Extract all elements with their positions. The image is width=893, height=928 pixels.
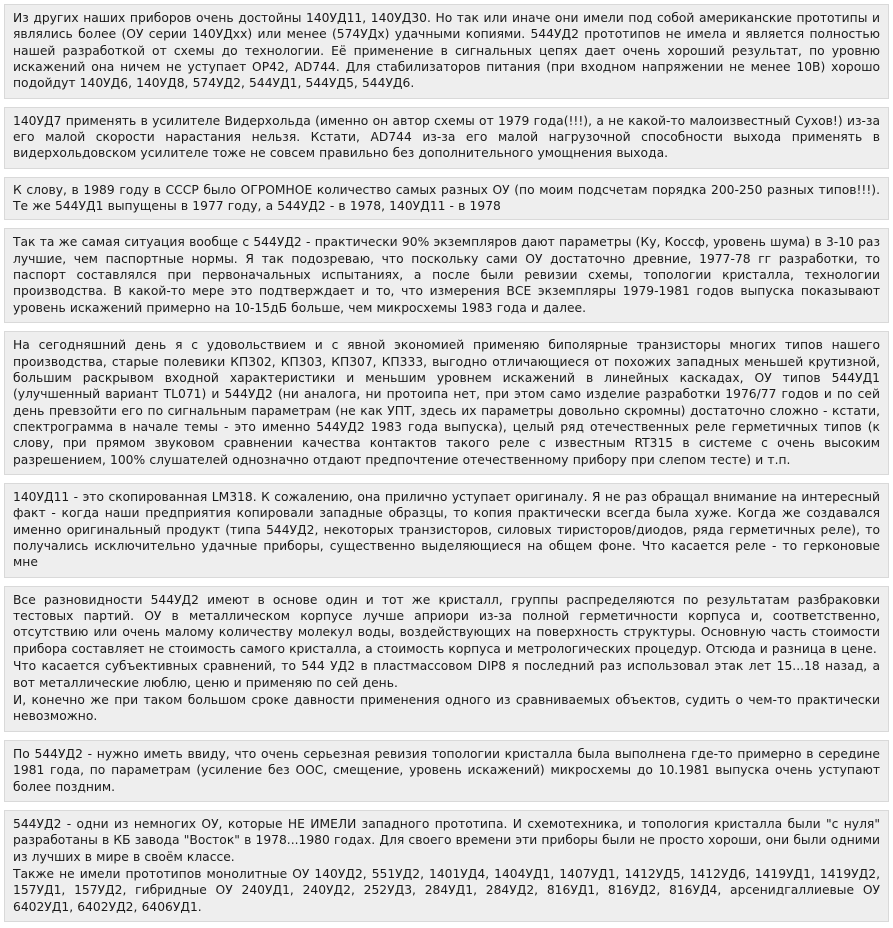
paragraph: По 544УД2 - нужно иметь ввиду, что очень серьезная ревизия топологии кристалла была выполнена где-то примерно в середине 1981 года, по параметрам (усиление без ООС, смещение, уровень искажений) микросхемы до 10.1981 выпуска очень уступают более поздним. bbox=[13, 746, 880, 794]
paragraph: К слову, в 1989 году в СССР было ОГРОМНОЕ количество самых разных ОУ (по моим подсчетам порядка 200-250 разных типов!!!). Те же 544УД1 выпущены в 1977 году, а 544УД2 - в 1978, 140УД11 - в 1978 bbox=[13, 182, 880, 214]
quote-block bbox=[4, 810, 889, 922]
quote-block bbox=[4, 177, 889, 221]
paragraph: Так та же самая ситуация вообще с 544УД2 - практически 90% экземпляров дают параметры (Ку, Коссф, уровень шума) в 3-10 раз лучшие, чем паспортные нормы. Я так подозреваю, что поскольку сами ОУ достаточно древние, 1977-78 гг разработки, то паспорт составлялся при первоначальных испытаниях, а после были ревизии схемы, топологии кристалла, технологии производства. В какой-то мере это подтверждает и то, что измерения ВСЕ экземпляры 1979-1981 годов выпуска показывают уровень искажений примерно на 10-15дБ больше, чем микросхемы 1983 года и далее. bbox=[13, 235, 880, 315]
paragraph: И, конечно же при таком большом сроке давности применения одного из сравниваемых объектов, судить о чем-то практически невозможно. bbox=[13, 693, 880, 724]
paragraph: Что касается субъективных сравнений, то 544 УД2 в пластмассовом DIP8 я последний раз использовал этак лет 15...18 назад, а вот металлические люблю, ценю и применяю по сей день. bbox=[13, 659, 880, 690]
quote-block bbox=[4, 483, 889, 578]
paragraph: 140УД7 применять в усилителе Видерхольда (именно он автор схемы от 1979 года(!!!), а не какой-то малоизвестный Сухов!) из-за его малой скорости нарастания нельзя. Кстати, AD744 из-за его малой нагрузочной способности выхода применять в видерхольдовском усилителе тоже не совсем правильно без дополнительного умощнения выхода. bbox=[13, 113, 880, 161]
quote-block bbox=[4, 331, 889, 475]
paragraph: Из других наших приборов очень достойны 140УД11, 140УД30. Но так или иначе они имели под собой американские прототипы и являлись более (ОУ серии 140УДхх) или менее (574УДх) удачными копиями. 544УД2 прототипов не имела и является полностью нашей разработкой от схемы до технологии. Её применение в сигнальных цепях дает очень хороший результат, по уровню искажений она ничем не уступает ОР42, AD744. Для стабилизаторов питания (при входном напряжении не менее 10В) хорошо подойдут 140УД6, 140УД8, 574УД2, 544УД1, 544УД5, 544УД6. bbox=[13, 11, 880, 91]
paragraph: На сегодняшний день я с удовольствием и с явной экономией применяю биполярные транзисторы многих типов нашего производства, старые полевики КП302, КП303, КП307, КП333, выгодно отличающиеся от похожих западных меньшей крутизной, большим раскрывом входной характеристики и меньшим уровнем искажений в линейных каскадах, ОУ типов 544УД1 (улучшенный вариант TL071) и 544УД2 (ни аналога, ни протоипа нет, при этом само изделие разработки 1976/77 годов и по сей день превзойти его по сигнальным параметрам (не как УПТ, здесь их параметры довольно скромны) достаточно сложно - кстати, спектрограмма в начале темы - это именно 544УД2 1983 года выпуска), целый ряд отечественных реле герметичных типов (к слову, при прямом звуковом сравнении качества контактов такого реле с известным RT315 в системе с очень высоким разрешением, 100% слушателей однозначно отдают предпочтение отечественному прибору при слепом тесте) и т.п. bbox=[13, 338, 880, 467]
quote-block bbox=[4, 228, 889, 323]
paragraph: Все разновидности 544УД2 имеют в основе один и тот же кристалл, группы распределяются по результатам разбраковки тестовых партий. ОУ в металлическом корпусе лучше априори из-за полной герметичности корпуса и, соответственно, отсутствию или очень малому количеству молекул воды, воздействующих на поверхность структуры. Основную часть стоимости прибора составляет не стоимость самого кристалла, а стоимость корпуса и метрологических процедур. Отсюда и разница в цене. bbox=[13, 592, 880, 656]
quote-block bbox=[4, 740, 889, 802]
paragraph: Также не имели прототипов монолитные ОУ 140УД2, 551УД2, 1401УД4, 1404УД1, 1407УД1, 1412УД5, 1412УД6, 1419УД1, 1419УД2, 157УД1, 157УД2, гибридные ОУ 240УД1, 240УД2, 252УД3, 284УД1, 284УД2, 816УД1, 816УД2, 816УД4, арсенидгаллиевые ОУ 6402УД1, 6402УД2, 6406УД1. bbox=[13, 867, 880, 914]
quote-block bbox=[4, 4, 889, 99]
paragraph: 544УД2 - одни из немногих ОУ, которые НЕ ИМЕЛИ западного прототипа. И схемотехника, и топология кристалла были "с нуля" разработаны в КБ завода "Восток" в 1978...1980 годах. Для своего времени эти приборы были не просто хороши, они были одними из лучших в мире в своём классе. bbox=[13, 816, 880, 864]
quote-block bbox=[4, 107, 889, 169]
paragraph: 140УД11 - это скопированная LM318. К сожалению, она прилично уступает оригиналу. Я не раз обращал внимание на интересный факт - когда наши предприятия копировали западные образцы, то копия практически всегда была хуже. Когда же создавался именно оригинальный продукт (типа 544УД2, некоторых транзисторов, силовых тиристоров/диодов, ряда герметичных реле), то получались исключительно удачные приборы, существенно выделяющиеся на общем фоне. Что касается реле - то герконовые мне bbox=[13, 489, 880, 570]
quote-block bbox=[4, 586, 889, 732]
